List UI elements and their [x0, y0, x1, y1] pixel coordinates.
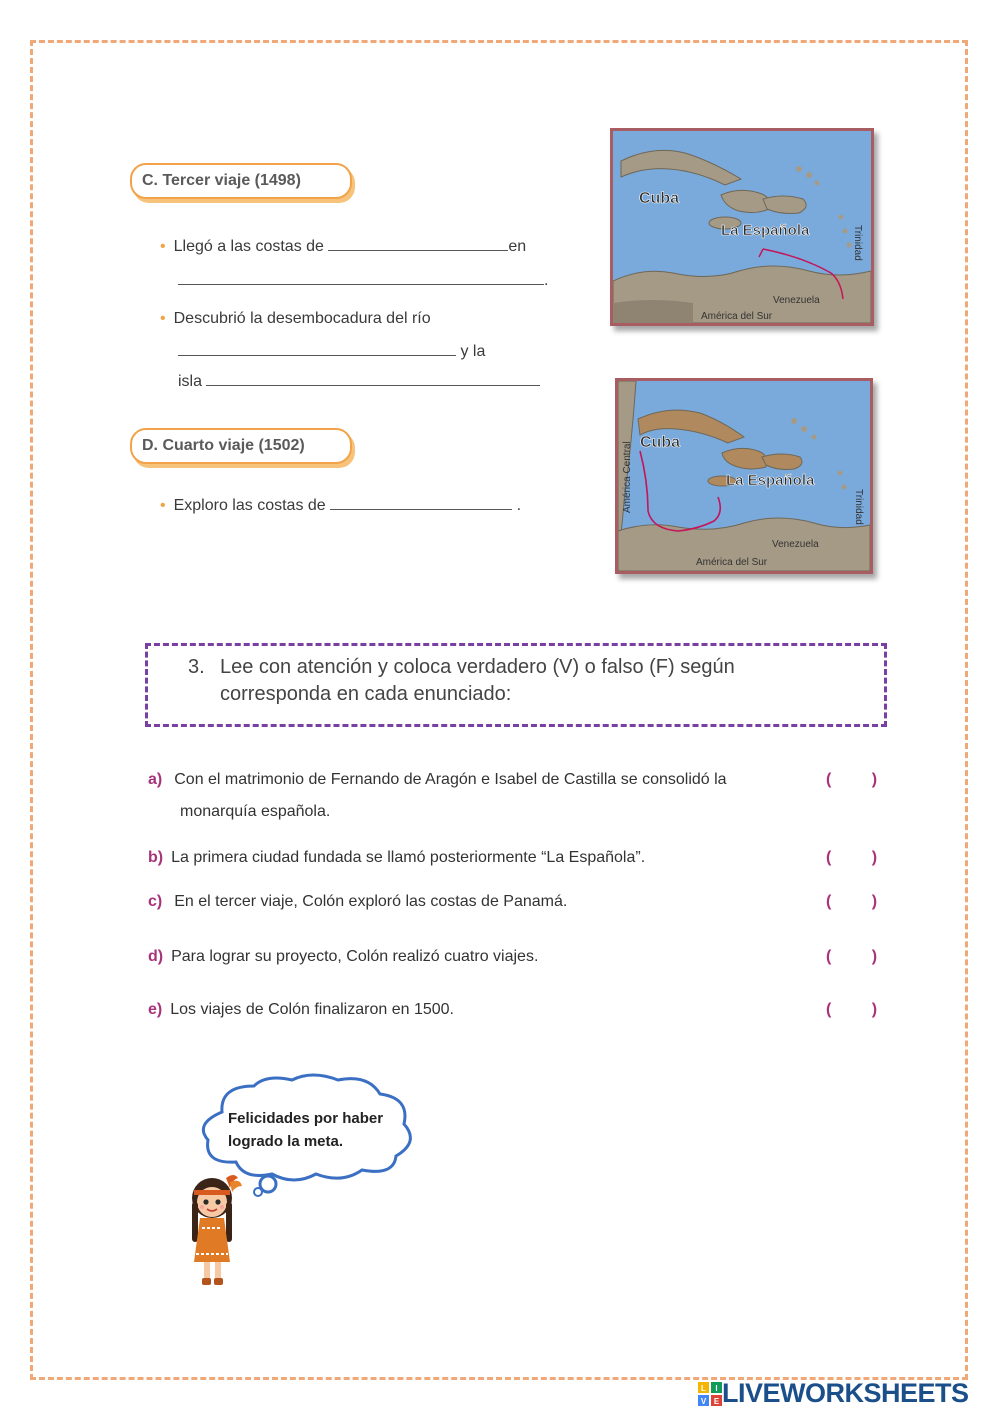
statement-a-cont: monarquía española. — [180, 803, 331, 820]
section-c-line1-end: . — [544, 272, 549, 289]
statement-c — [148, 893, 567, 911]
map-third-voyage-svg — [613, 131, 871, 323]
map-third-voyage — [610, 128, 874, 326]
instruction-number: 3. — [188, 656, 205, 678]
section-d-label: D. Cuarto viaje (1502) — [130, 428, 352, 464]
blank-coasts-input[interactable] — [330, 495, 512, 510]
answer-box-a[interactable]: ( ) — [826, 771, 896, 788]
svg-text:V: V — [700, 1396, 707, 1406]
map1-trinidad-label: Trinidad — [852, 225, 863, 261]
section-c-line2-prefix: Descubrió la desembocadura del río — [173, 310, 431, 327]
blank-coast-input[interactable] — [328, 236, 508, 251]
map2-espanola-label: La Española — [726, 472, 815, 489]
statement-c-text: En el tercer viaje, Colón exploró las costas de Panamá. — [174, 893, 568, 910]
liveworksheets-badge-icon — [698, 1382, 722, 1406]
answer-box-c[interactable]: ( ) — [826, 893, 896, 910]
map2-america-central-label: América Central — [622, 441, 633, 513]
bullet-icon: • — [160, 497, 166, 514]
statement-d — [148, 948, 538, 966]
statement-d-letter: d) — [148, 948, 164, 965]
instruction-line1: Lee con atención y coloca verdadero (V) o falso (F) según — [220, 656, 735, 678]
statement-a-text: Con el matrimonio de Fernando de Aragón e Isabel de Castilla se consolidó la — [174, 771, 727, 788]
section-c-label: C. Tercer viaje (1498) — [130, 163, 352, 199]
section-c-line2 — [160, 310, 431, 328]
section-c-line1-cont — [178, 270, 548, 290]
map2-venezuela-label: Venezuela — [772, 539, 819, 550]
instruction-line2: corresponda en cada enunciado: — [220, 683, 512, 705]
section-c-line2-cont — [178, 341, 485, 361]
instruction-text — [188, 654, 735, 708]
statement-a — [148, 771, 727, 789]
blank-place-input[interactable] — [178, 270, 544, 285]
map2-trinidad-label: Trinidad — [853, 489, 864, 525]
statement-b — [148, 849, 645, 867]
statement-b-letter: b) — [148, 849, 164, 866]
section-d-line1-end: . — [516, 497, 522, 514]
bullet-icon: • — [160, 238, 166, 255]
statement-a-letter: a) — [148, 771, 163, 788]
statement-e — [148, 1001, 454, 1019]
map1-venezuela-label: Venezuela — [773, 295, 820, 306]
statement-e-letter: e) — [148, 1001, 163, 1018]
map1-america-sur-label: América del Sur — [701, 311, 773, 322]
section-c-line1-suffix: en — [508, 238, 527, 255]
map2-cuba-label: Cuba — [640, 434, 680, 451]
svg-text:E: E — [713, 1396, 720, 1406]
statement-e-text: Los viajes de Colón finalizaron en 1500. — [170, 1001, 454, 1018]
section-c-line1-prefix: Llegó a las costas de — [173, 238, 324, 255]
map1-espanola-label: La Española — [721, 222, 810, 239]
section-d-line1-prefix: Exploro las costas de — [173, 497, 326, 514]
girl-character-icon — [182, 1172, 246, 1290]
section-c-line2-isla — [178, 371, 540, 391]
map2-america-sur-label: América del Sur — [696, 557, 768, 568]
svg-text:L: L — [701, 1383, 706, 1393]
blank-island-input[interactable] — [206, 371, 540, 386]
svg-text:I: I — [715, 1383, 718, 1393]
cloud-message — [228, 1107, 383, 1153]
liveworksheets-logo — [698, 1378, 969, 1409]
map-fourth-voyage-svg — [618, 381, 870, 571]
statement-d-text: Para lograr su proyecto, Colón realizó cuatro viajes. — [171, 948, 539, 965]
answer-box-e[interactable]: ( ) — [826, 1001, 896, 1018]
answer-box-d[interactable]: ( ) — [826, 948, 896, 965]
blank-river-input[interactable] — [178, 341, 456, 356]
cloud-line2: logrado la meta. — [228, 1133, 344, 1150]
cloud-line1: Felicidades por haber — [228, 1110, 384, 1127]
bullet-icon: • — [160, 310, 166, 327]
section-d-line1 — [160, 495, 521, 515]
section-c-line2-mid: y la — [460, 343, 486, 360]
map-fourth-voyage — [615, 378, 873, 574]
map1-cuba-label: Cuba — [639, 190, 679, 207]
statement-b-text: La primera ciudad fundada se llamó posteriormente “La Española”. — [171, 849, 646, 866]
section-c-isla-label: isla — [178, 373, 203, 390]
section-c-line1 — [160, 236, 526, 256]
answer-box-b[interactable]: ( ) — [826, 849, 896, 866]
liveworksheets-brand: LIVEWORKSHEETS — [722, 1378, 969, 1408]
statement-c-letter: c) — [148, 893, 163, 910]
